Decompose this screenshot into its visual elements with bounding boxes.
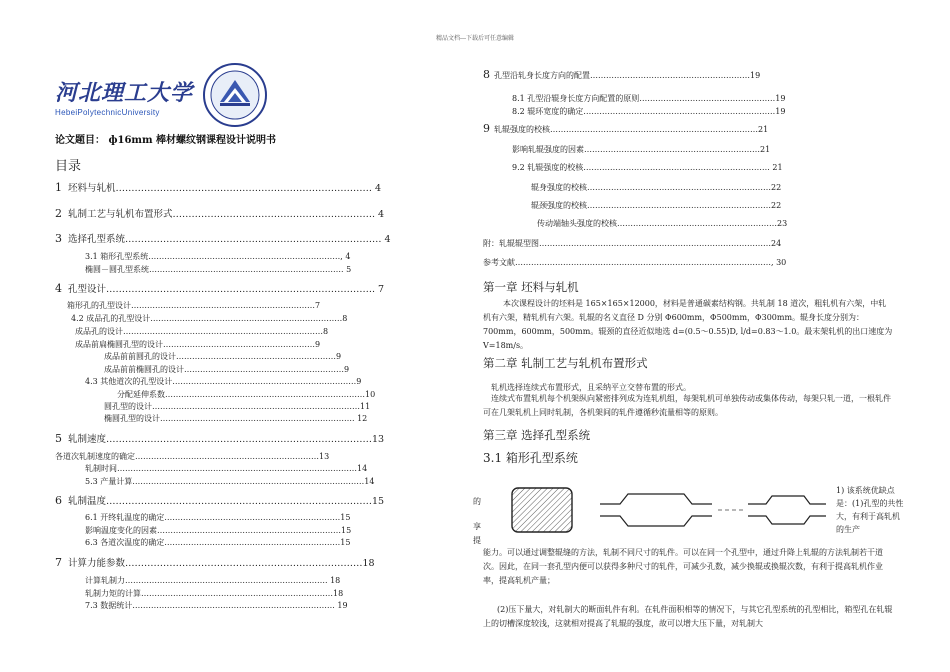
toc-item-8-1[interactable]: 8.1 孔型沿辊身长度方向配置的原则……………………………………………19: [512, 94, 786, 103]
toc-item-7-3[interactable]: 7.3 数据统计…………………………………………………………………. 19: [85, 601, 348, 610]
chapter-1-paragraph: 本次课程设计的坯料是 165×165×12000，材料是普通碳素结构钢。共轧制 18 道次，粗轧机有六架，中轧机有六架，精轧机有六架。轧辊的名义直径 D 分别 Φ600mm，Φ500mm，Φ300mm。辊身长度分别为：700mm，600mm，500mm。辊颈的直径近似地选 d=(0.5～0.55)D, l/d=0.83～1.0。最末架轧机的出口速度为 V=18m/s。: [483, 299, 893, 350]
toc-item-7[interactable]: 7 计算力能参数…………………………………………………………………18: [55, 556, 375, 569]
toc-item-4[interactable]: 4 孔型设计…………………………………………………………………………. 7: [55, 282, 385, 295]
toc-item-5[interactable]: 5 轧制速度…………………………………………………………………………13: [55, 432, 385, 445]
box-pass-shape-2: [748, 496, 826, 524]
chapter-2-heading: 第二章 轧制工艺与轧机布置形式: [483, 356, 648, 370]
toc-item-7-2[interactable]: 轧制力矩的计算………………………………………………………………18: [85, 589, 344, 598]
thesis-title: 论文题目： ф16mm 棒材螺纹钢课程设计说明书: [55, 135, 277, 146]
university-seal-icon: [202, 62, 268, 128]
toc-item-9-1[interactable]: 影响轧辊强度的因素…………………………………………………………21: [512, 145, 771, 154]
box-pass-advantages-note: 1) 该系统优缺点是：(1)孔型的共性大，有利于高轧机的生产: [836, 486, 904, 534]
page-header-note: 精品文档---下载后可任意编辑: [435, 35, 515, 42]
toc-item-4-3-3[interactable]: 椭圆孔型的设计………………………………………………………………. 12: [104, 414, 368, 423]
toc-item-9[interactable]: 9 轧辊强度的校核……………………………………………………………………21: [483, 122, 769, 135]
toc-item-appendix[interactable]: 附：轧辊辊型图……………………………………………………………………………24: [483, 239, 782, 248]
box-pass-shape-1: [600, 494, 712, 526]
text-fragment-de: 的: [473, 497, 481, 506]
toc-item-9-2[interactable]: 9.2 轧辊强度的校核……………………………………………………………. 21: [512, 163, 783, 172]
chapter-3-paragraph-2: (2)压下量大，对轧制大的断面轧件有利。在轧件面积相等的情况下，与其它孔型系统的孔型相比，箱型孔在轧辊上的切槽深度较浅，这就相对提高了轧辊的强度，故可以增大压下量，对轧制大: [483, 605, 893, 628]
toc-item-references[interactable]: 参考文献……………………………………………………………………………………, 30: [483, 258, 787, 267]
toc-item-8[interactable]: 8 孔型沿轧身长度方向的配置……………………………………………………19: [483, 68, 761, 81]
billet-section-shape: [512, 488, 572, 532]
toc-item-4-2-1[interactable]: 成品孔的设计…………………………………………………………………8: [75, 327, 329, 336]
chapter-2-paragraph-2: 连续式布置轧机每个机架纵向紧密排列成为连轧机组，每架轧机可单独传动或集体传动，每架只轧一道，一根轧件可在几架轧机上同时轧制，各机架间的轧件遵循秒流量相等的原则。: [483, 394, 891, 417]
text-fragment-xiang: 享: [473, 522, 481, 531]
chapter-3-heading: 第三章 选择孔型系统: [483, 428, 591, 442]
box-pass-diagram: [508, 482, 828, 542]
toc-item-9-2-3[interactable]: 传动端轴头强度的校核……………………………………………………23: [537, 219, 788, 228]
toc-item-4-3[interactable]: 4.3 其他道次的孔型设计……………………………………………………………9: [85, 377, 362, 386]
toc-item-4-2-4[interactable]: 成品前前椭圆孔的设计……………………………………………………9: [104, 365, 350, 374]
toc-item-3-1[interactable]: 3.1 箱形孔型系统………………………………………………………………, 4: [85, 252, 351, 261]
toc-item-7-1[interactable]: 计算轧制力…………………………………………………………………. 18: [85, 576, 341, 585]
toc-item-4-2-3[interactable]: 成品前前圆孔的设计……………………………………………………9: [104, 352, 342, 361]
toc-item-5-3[interactable]: 5.3 产量计算……………………………………………………………………………14: [85, 477, 375, 486]
chapter-3-paragraph-1: 能力。可以通过调整辊缝的方法，轧制不同尺寸的轧件。可以在同一个孔型中，通过升降上轧辊的方法轧制若干道次。因此，在同一套孔型内便可以获得多种尺寸的轧件，可减少孔数，减少换辊或换辊次数，有利于提高轧机作业率，提高轧机产量；: [483, 548, 883, 585]
toc-item-2[interactable]: 2 轧制工艺与轧机布置形式………………………………………………………. 4: [55, 207, 385, 220]
toc-item-4-3-1[interactable]: 分配延伸系数…………………………………………………………………10: [117, 390, 376, 399]
toc-item-1[interactable]: 1 坯料与轧机……………………………………………………………………… 4: [55, 181, 382, 194]
toc-item-8-2[interactable]: 8.2 辊环宽度的确定………………………………………………………………19: [512, 107, 786, 116]
toc-item-6-2[interactable]: 影响温度变化的因素……………………………………………………………15: [85, 526, 352, 535]
toc-item-5-2[interactable]: 轧制时间………………………………………………………………………………14: [85, 464, 368, 473]
toc-item-3[interactable]: 3 选择孔型系统……………………………………………………………………… 4: [55, 232, 391, 245]
toc-heading: 目录: [55, 159, 82, 174]
toc-item-4-2-2[interactable]: 成品前扁椭圆孔型的设计…………………………………………………9: [75, 340, 321, 349]
toc-item-4-2[interactable]: 4.2 成品孔的孔型设计………………………………………………………………8: [71, 314, 348, 323]
text-fragment-ti: 提: [473, 536, 481, 545]
toc-item-9-2-2[interactable]: 辊颈强度的校核……………………………………………………………22: [531, 201, 782, 210]
toc-item-6[interactable]: 6 轧制温度…………………………………………………………………………15: [55, 494, 385, 507]
toc-item-4-1[interactable]: 箱形孔的孔型设计……………………………………………………………7: [67, 301, 321, 310]
toc-item-4-3-2[interactable]: 圆孔型的设计……………………………………………………………………11: [104, 402, 371, 411]
chapter-1-heading: 第一章 坯料与轧机: [483, 280, 579, 294]
toc-item-6-3[interactable]: 6.3 各道次温度的确定…………………………………………………………15: [85, 538, 351, 547]
section-3-1-heading: 3.1 箱形孔型系统: [483, 451, 578, 465]
university-logo-en: HebeiPolytechnicUniversity: [55, 108, 160, 117]
chapter-2-paragraph-1: 轧机选择连续式布置形式，且采纳平立交替布置的形式。: [491, 383, 691, 392]
toc-item-3-2[interactable]: 椭圆－圆孔型系统………………………………………………………………. 5: [85, 265, 352, 274]
toc-item-5-1[interactable]: 各道次轧制速度的确定……………………………………………………………13: [55, 452, 330, 461]
toc-item-6-1[interactable]: 6.1 开终轧温度的确定…………………………………………………………15: [85, 513, 351, 522]
toc-item-9-2-1[interactable]: 辊身强度的校核……………………………………………………………22: [531, 183, 782, 192]
university-logo-cn: 河北理工大学: [55, 80, 194, 106]
